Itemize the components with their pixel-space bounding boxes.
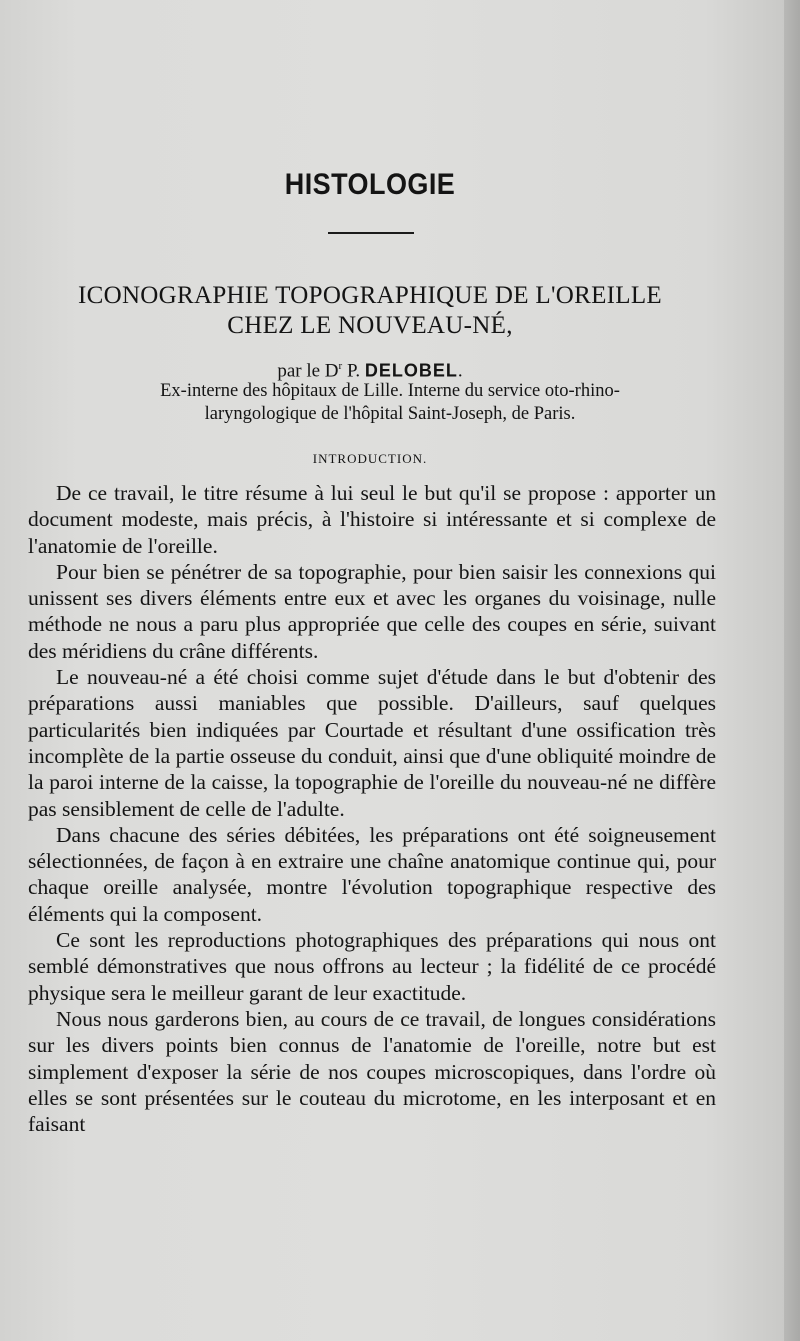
affiliation-line-1: Ex-interne des hôpitaux de Lille. Interne du service oto-rhino- bbox=[160, 381, 620, 401]
paragraph: Ce sont les reproductions photographiques des préparations qui nous ont semblé démonstratives que nous offrons au lecteur ; la fidélité de ce procédé physique sera le meilleur garant de leur exactitude. bbox=[28, 928, 716, 1005]
paragraph: De ce travail, le titre résume à lui seul le but qu'il se propose : apporter un document modeste, mais précis, à l'histoire si intéressante et si complexe de l'anatomie de l'oreille. bbox=[28, 481, 716, 558]
paragraph: Dans chacune des séries débitées, les préparations ont été soigneusement sélectionnées, de façon à en extraire une chaîne anatomique continue qui, pour chaque oreille analysée, montre l'évolution topographique respective des éléments qui la composent. bbox=[28, 822, 716, 926]
author-name: DELOBEL bbox=[364, 360, 458, 381]
byline-initial: P. bbox=[342, 360, 365, 382]
byline-prefix: par le D bbox=[277, 360, 339, 382]
page-edge bbox=[784, 0, 800, 1341]
affiliation-line-2: laryngologique de l'hôpital Saint-Joseph, de Paris. bbox=[204, 404, 576, 424]
article-title-line-2: CHEZ LE NOUVEAU-NÉ, bbox=[227, 312, 513, 339]
body-text bbox=[28, 480, 716, 1137]
paragraph: Pour bien se pénétrer de sa topographie, pour bien saisir les connexions qui unissent ses divers éléments entre eux et avec les organes du voisinage, nulle méthode ne nous a paru plus appropriée que celle des coupes en série, suivant des méridiens du crâne différents. bbox=[28, 559, 716, 663]
byline-superscript: r bbox=[338, 360, 343, 372]
paragraph: Le nouveau-né a été choisi comme sujet d'étude dans le but d'obtenir des préparations aussi maniables que possible. D'ailleurs, sauf quelques particularités bien indiquées par Courtade et résultant d'une ossification très incomplète de la partie osseuse du conduit, ainsi que d'une obliquité moindre de la paroi interne de la caisse, la topographie de l'oreille du nouveau-né ne diffère pas sensiblement de celle de l'adulte. bbox=[28, 665, 716, 821]
title-rule bbox=[328, 232, 414, 234]
byline bbox=[0, 360, 740, 382]
paragraph: Nous nous garderons bien, au cours de ce travail, de longues considérations sur les divers points bien connus de l'anatomie de l'oreille, notre but est simplement d'exposer la série de nos coupes microscopiques, dans l'ordre où elles se sont présentées sur le couteau du microtome, en les interposant et en faisant bbox=[28, 1006, 716, 1137]
byline-suffix: . bbox=[457, 360, 463, 382]
section-title: HISTOLOGIE bbox=[284, 168, 456, 201]
introduction-heading: INTRODUCTION. bbox=[312, 451, 428, 466]
article-title-line-1: ICONOGRAPHIE TOPOGRAPHIQUE DE L'OREILLE bbox=[77, 282, 662, 309]
